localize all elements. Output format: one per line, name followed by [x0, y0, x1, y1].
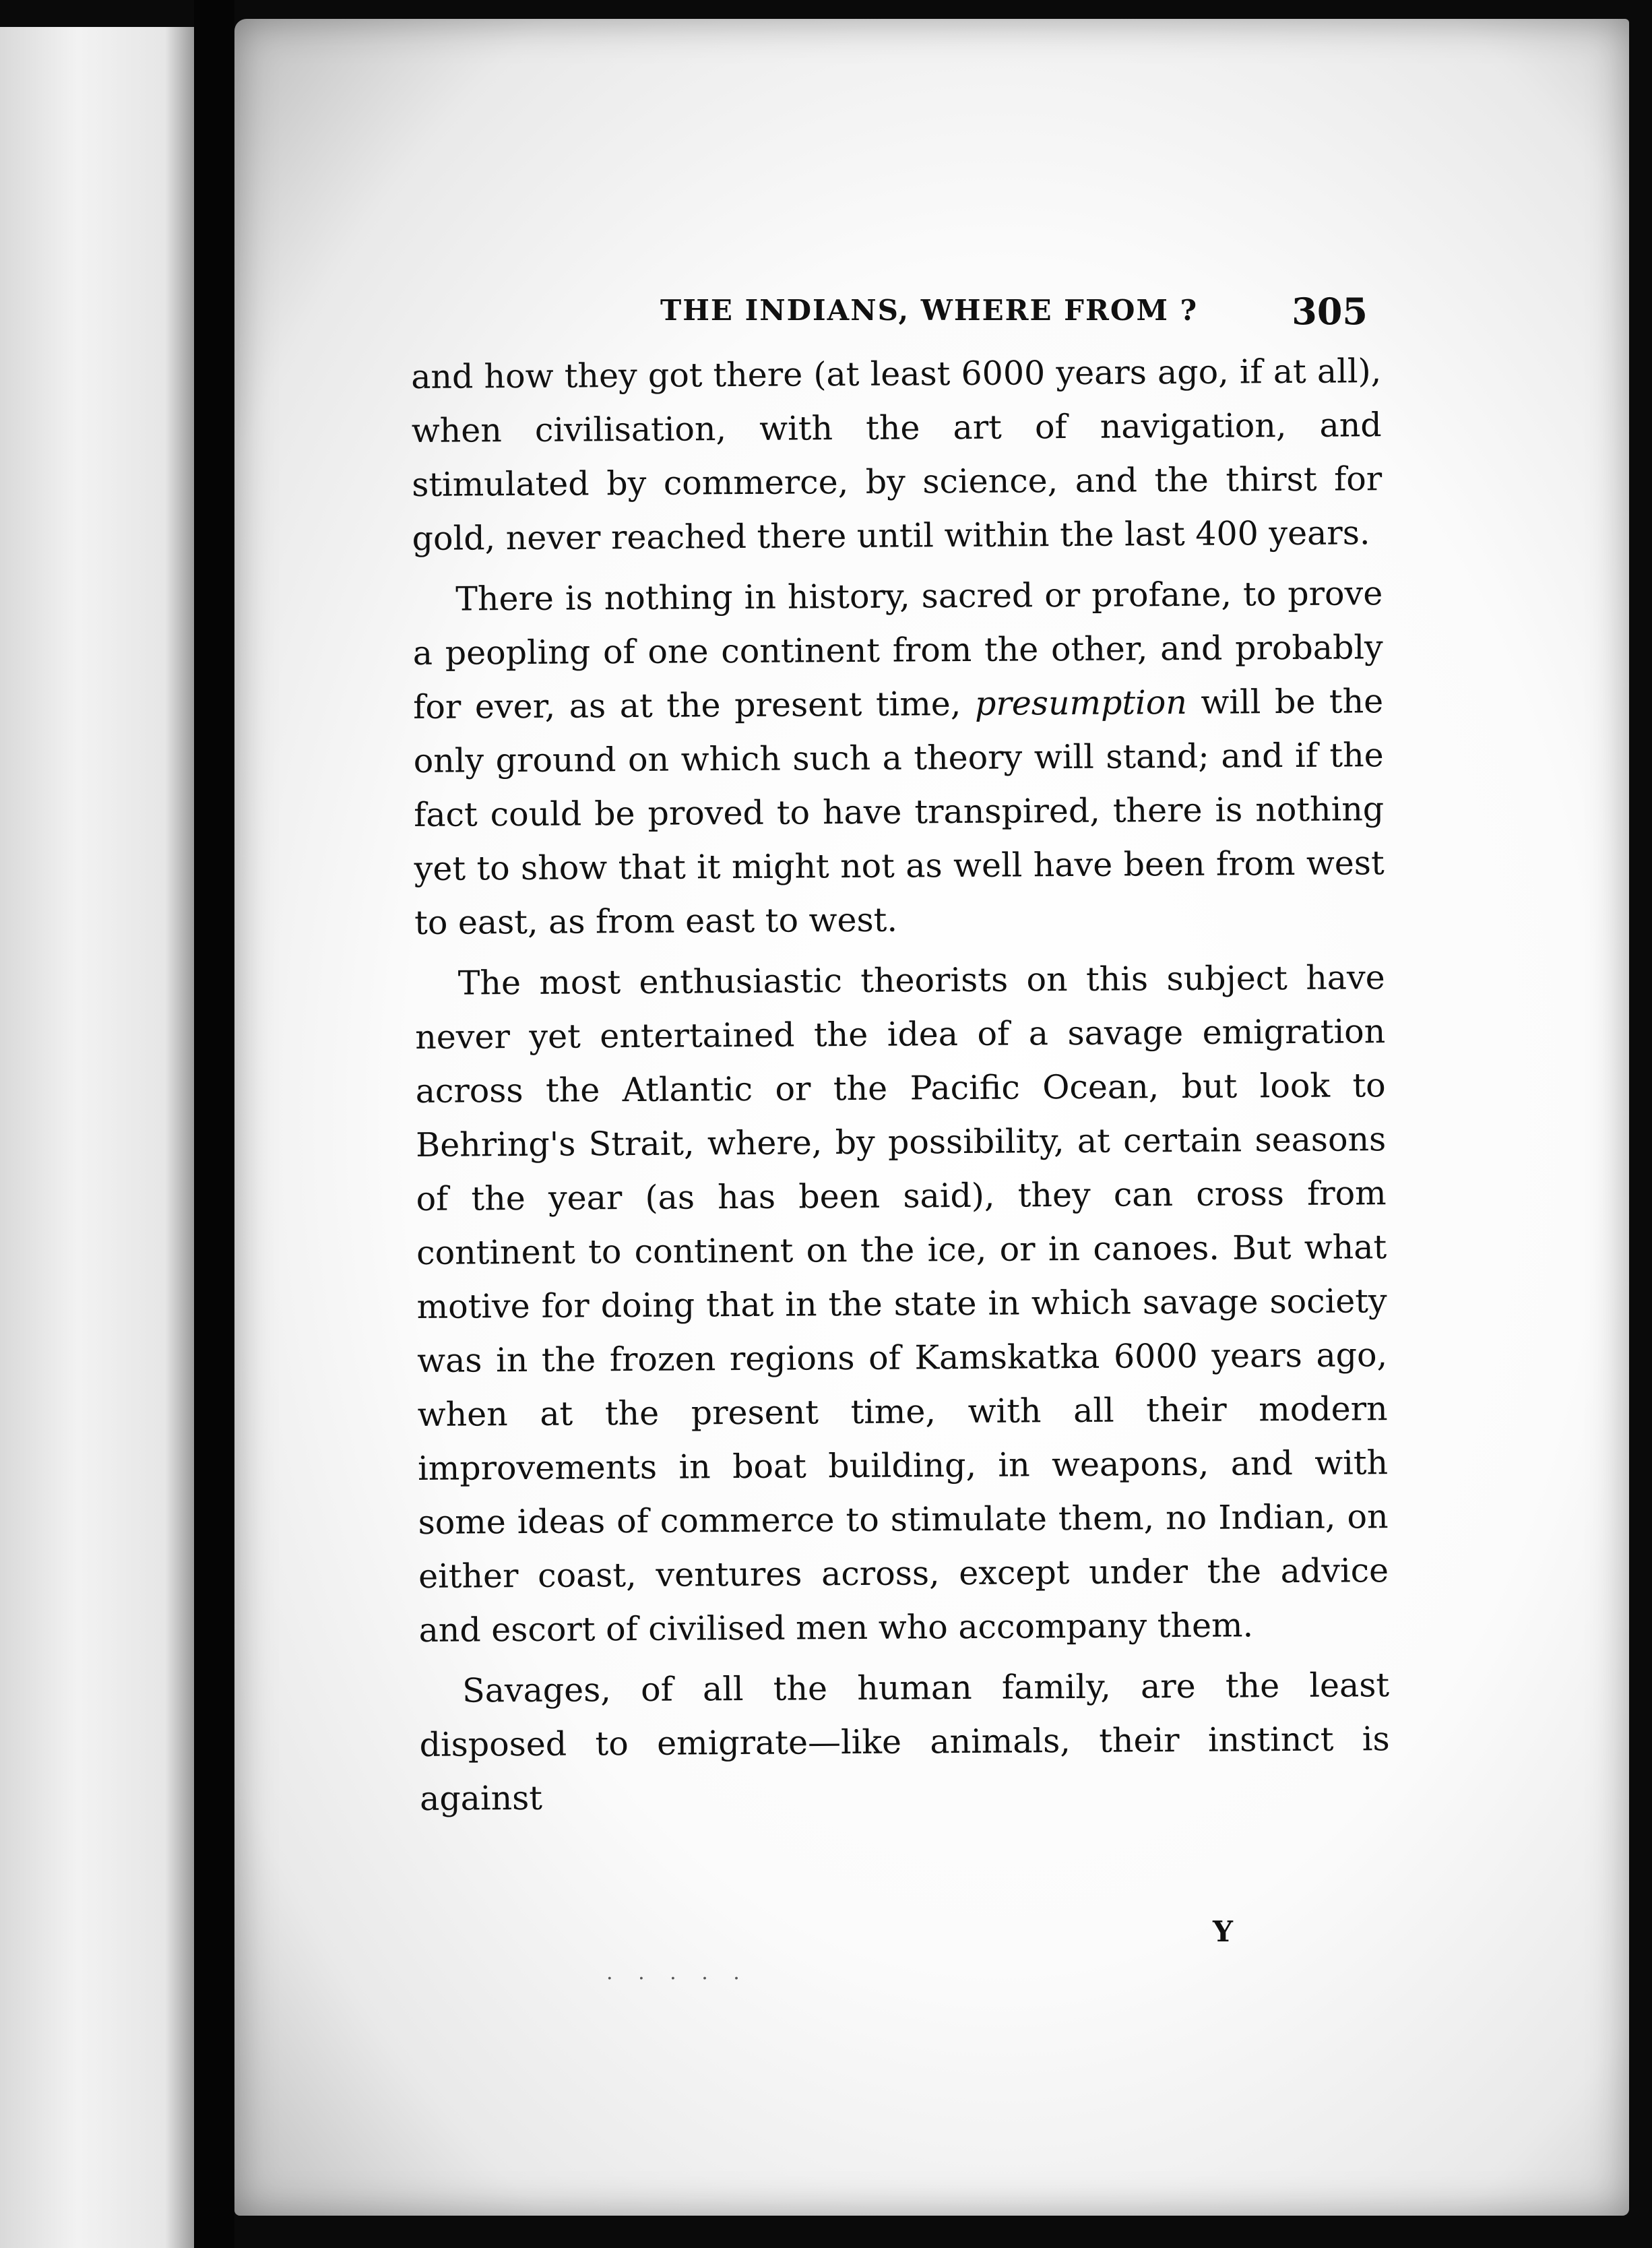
paragraph-continuation	[411, 344, 1383, 566]
paragraph-text: There is nothing in history, sacred or profane, to prove a peopling of one continent from the other, and probably for ever, as at the present time,	[412, 574, 1383, 726]
print-specks: . . . . .	[606, 1961, 749, 1985]
paragraph-text: The most enthusiastic theorists on this subject have never yet entertained the idea of a savage emigration across the Atlantic or the Pacific Ocean, but look to Behring's Strait, where, by possibility, at certain seasons of the year (as has been said), they can cross from continent to continent on the ice, or in canoes. But what motive for doing that in the state in which savage society was in the frozen regions of Kamskatka 6000 years ago, when at the present time, with all their modern improvements in boat building, in weapons, and with some ideas of commerce to stimulate them, no Indian, on either coast, ventures across, except under the advice and escort of civilised men who accompany them.	[415, 958, 1389, 1650]
page-header	[660, 290, 1388, 344]
body-text	[411, 344, 1390, 1826]
paragraph-text: and how they got there (at least 6000 years ago, if at all), when civilisation, with the art of navigation, and stimulated by commerce, by science, and the thirst for gold, never reached there until within the last 400 years.	[411, 352, 1383, 558]
page-number: 305	[1292, 290, 1368, 333]
paragraph-text: will be the only ground on which such a theory will stand; and if the fact could be proved to have transpired, there is nothing yet to show that it might not as well have been from west to east, as from east to west.	[413, 682, 1385, 942]
running-head: THE INDIANS, WHERE FROM ?	[660, 294, 1199, 327]
italic-word: presumption	[974, 683, 1187, 723]
book-gutter	[194, 0, 234, 2248]
paragraph	[412, 567, 1385, 950]
paragraph-text: Savages, of all the human family, are the least disposed to emigrate—like animals, their instinct is against	[419, 1666, 1390, 1818]
paragraph	[419, 1658, 1390, 1826]
signature-mark: Y	[1213, 1915, 1233, 1948]
paragraph	[414, 951, 1389, 1658]
left-page-edge	[0, 27, 194, 2248]
